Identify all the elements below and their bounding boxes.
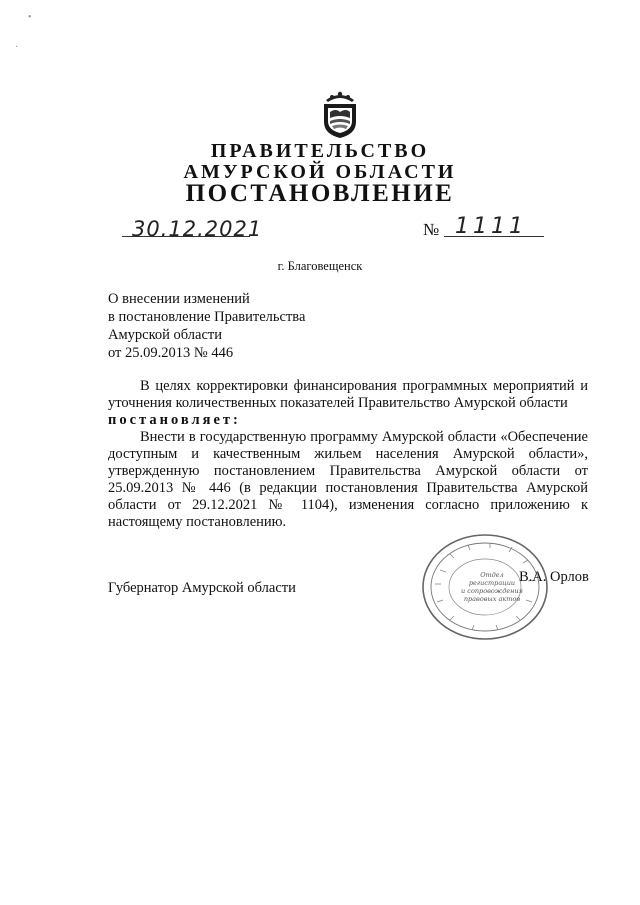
operative-line: утвержденную постановлением Правительства Амурской области от: [108, 463, 588, 479]
operative-line: Внести в государственную программу Амурской области «Обеспечение: [140, 429, 588, 445]
preamble-line: уточнения количественных показателей Правительство Амурской области: [108, 395, 568, 411]
operative-line: доступным и качественным жильем населения Амурской области»,: [108, 446, 588, 462]
signatory-name: В.А. Орлов: [519, 569, 589, 585]
stamp-line: и сопровождения: [461, 587, 523, 595]
preamble-paragraph: [108, 378, 588, 412]
preamble-line: В целях корректировки финансирования программных мероприятий и: [140, 378, 588, 394]
document-type: ПОСТАНОВЛЕНИЕ: [185, 180, 455, 207]
date-underline: [122, 236, 250, 237]
operative-line: настоящему постановлению.: [108, 514, 287, 530]
city-name: г. Благовещенск: [277, 259, 363, 273]
subject-line: от 25.09.2013 № 446: [108, 345, 234, 361]
subject-block: [108, 290, 305, 362]
operative-line: области от 29.12.2021 № 1104), изменения согласно приложению к: [108, 497, 588, 513]
subject-line: в постановление Правительства: [108, 309, 306, 325]
document-date: 30.12.2021: [132, 217, 263, 241]
scan-speck: •: [28, 12, 32, 23]
stamp-line: Отдел: [480, 571, 504, 579]
subject-line: О внесении изменений: [108, 291, 250, 307]
government-name-line1: ПРАВИТЕЛЬСТВО: [210, 140, 430, 162]
stamp-line: правовых актов: [463, 595, 521, 603]
stamp-line: регистрации: [468, 579, 516, 587]
document-number: 1111: [455, 214, 527, 239]
scan-speck: ·: [15, 42, 19, 53]
signatory-position: Губернатор Амурской области: [108, 580, 296, 596]
government-name-line2: АМУРСКОЙ ОБЛАСТИ: [183, 161, 457, 183]
decree-word: постановляет:: [108, 412, 241, 428]
operative-line: 25.09.2013 № 446 (в редакции постановления Правительства Амурской: [108, 480, 588, 496]
number-label: №: [423, 220, 440, 239]
coat-of-arms-icon: [318, 88, 362, 140]
stamp-text: [460, 571, 524, 603]
subject-line: Амурской области: [108, 327, 222, 343]
number-underline: [444, 236, 544, 237]
operative-paragraph: [108, 429, 588, 531]
